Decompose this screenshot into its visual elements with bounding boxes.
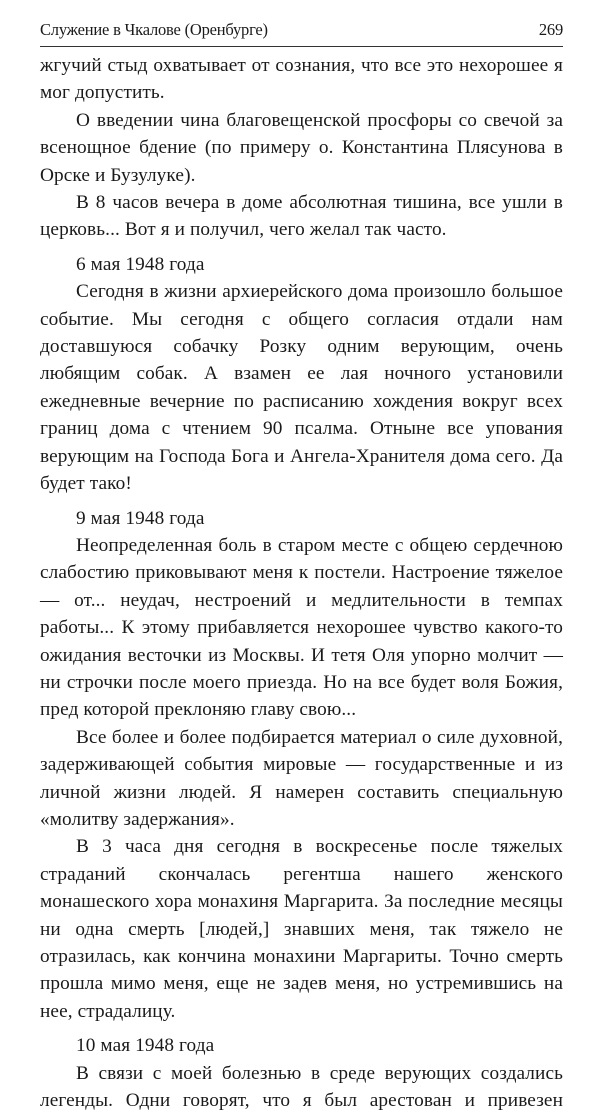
running-head	[40, 20, 563, 47]
diary-date-heading: 6 мая 1948 года	[76, 253, 205, 275]
diary-date-heading: 10 мая 1948 года	[76, 1035, 215, 1057]
paragraph: Все более и более подбирается материал о силе духовной, задерживающей события мировые — государственные и из личной жизни людей. Я намерен составить специальную «молитву задержания».	[40, 726, 563, 830]
running-title: Служение в Чкалове (Оренбурге)	[40, 20, 268, 39]
paragraph-continued: жгучий стыд охватывает от сознания, что все это нехорошее я мог допустить.	[40, 55, 563, 104]
paragraph: В 3 часа дня сегодня в воскресенье после тяжелых страданий скончалась регентша нашего женского монашеского хора монахиня Маргарита. За последние месяцы ни одна смерть [людей,] знавших меня, так тяжело не отразилась, как кончина монахини Маргариты. Точно смерть прошла мимо меня, еще не задев меня, но устремившись на нее, страдалицу.	[40, 836, 563, 1022]
diary-date-heading: 9 мая 1948 года	[76, 507, 205, 529]
page-number: 269	[538, 20, 563, 39]
paragraph: В 8 часов вечера в доме абсолютная тишина, все ушли в церковь... Вот я и получил, чего желал так часто.	[40, 192, 563, 241]
paragraph: Неопределенная боль в старом месте с общею сердечною слабостию приковывают меня к постели. Настроение тяжелое — от... неудач, нестроений и медлительности в темпах работы... К этому прибавляется нехорошее чувство какого-то ожидания весточки из Москвы. И тетя Оля упорно молчит — ни строчки после моего приезда. Но на все будет воля Божия, пред которой преклоняю главу свою...	[40, 534, 563, 721]
paragraph: О введении чина благовещенской просфоры со свечой за всенощное бдение (по примеру о. Константина Плясунова в Орске и Бузулуке).	[40, 109, 563, 186]
paragraph-continues-next-page: В связи с моей болезнью в среде верующих создались легенды. Одни говорят, что я был арестован и привезен	[40, 1062, 563, 1112]
paragraph: Сегодня в жизни архиерейского дома произошло большое событие. Мы сегодня с общего согласия отдали нам доставшуюся собачку Розку одним верующим, очень любящим собак. А взамен ее лая ночного установили ежедневные вечерние по расписанию хождения вокруг всех границ дома с чтением 90 псалма. Отныне все упования верующим на Господа Бога и Ангела-Хранителя дома сего. Да будет тако!	[40, 281, 563, 495]
body-text	[40, 52, 563, 1114]
